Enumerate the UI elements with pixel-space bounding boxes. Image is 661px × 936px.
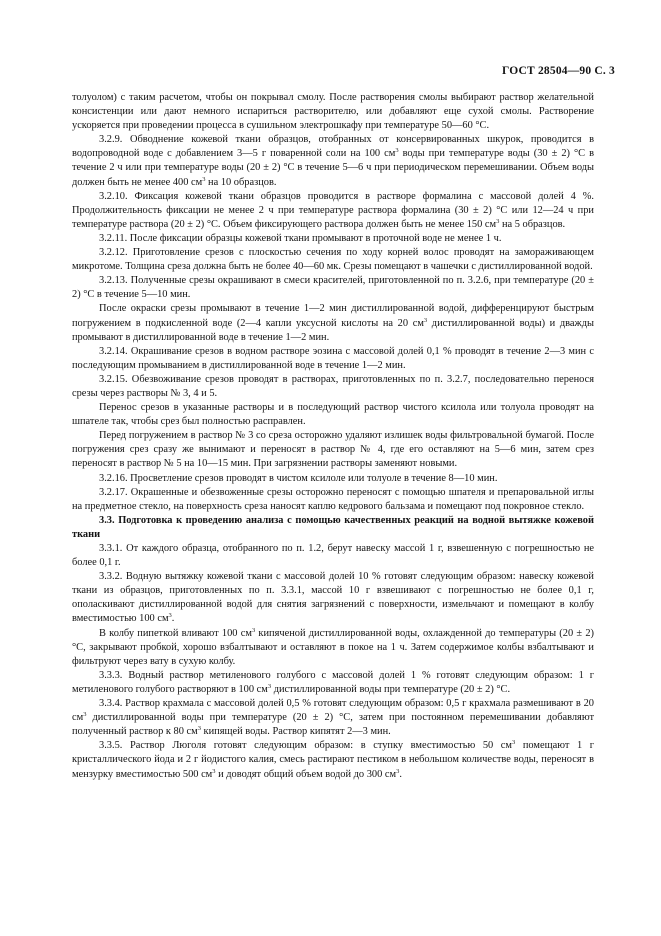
document-body xyxy=(72,91,594,782)
paragraph: После окраски срезы промывают в течение 1—2 мин дистиллированной водой, дифференцируют быстрым погружением в подкисленной воде (2—4 капли уксусной кислоты на 20 $см^3$ дистиллированной воды) и дважды промывают в дистиллированной воде в течение 1—2 мин. xyxy=(72,303,594,343)
paragraph-3-3-5: 3.3.5. Раствор Люголя готовят следующим образом: в ступку вместимостью 50 $см^3$ помещают 1 г кристаллического йода и 2 г йодистого калия, смесь растирают пестиком в небольшом количестве воды, переносят в мензурку вместимостью 500 $см^3$ и доводят общий объем водой до 300 $см^3$. xyxy=(72,739,594,780)
paragraph-3-2-17: 3.2.17. Окрашенные и обезвоженные срезы осторожно переносят с помощью шпателя и препаровальной иглы на предметное стекло, на поверхность среза наносят каплю кедрового бальзама и помещают под покровное стекло. xyxy=(72,486,594,512)
paragraph: толуолом) с таким расчетом, чтобы он покрывал смолу. После растворения смолы выбирают раствор желательной консистенции или дают немного испариться растворителю, или добавляют еще сухой смолы. Растворение ускоряется при проведении процесса в сушильном электрошкафу при температуре 50—60 °С. xyxy=(72,92,594,132)
paragraph-3-3-2: 3.3.2. Водную вытяжку кожевой ткани с массовой долей 10 % готовят следующим образом: навеску кожевой ткани из образцов, приготовленных по п. 3.3.1, массой 10 г взвешивают с погрешностью не более 0,1 г, ополаскивают дистиллированной водой для снятия загрязнений с поверхности, измельчают и помещают в колбу вместимостью 100 $см^3$. xyxy=(72,571,594,625)
paragraph: Перенос срезов в указанные растворы и в последующий раствор чистого ксилола или толуола проводят на шпателе так, чтобы срез был полностью расправлен. xyxy=(72,402,594,428)
paragraph: В колбу пипеткой вливают 100 $см^3$ кипяченой дистиллированной воды, охлажденной до температуры (20 ± 2) °С, закрывают пробкой, хорошо взбалтывают и оставляют в покое на 1 ч. Затем содержимое колбы взбалтывают и фильтруют через вату в сухую колбу. xyxy=(72,626,594,667)
running-header: ГОСТ 28504—90 С. 3 xyxy=(502,65,615,77)
paragraph-3-2-13: 3.2.13. Полученные срезы окрашивают в смеси красителей, приготовленной по п. 3.2.6, при температуре (20 ± 2) °С в течение 5—10 мин. xyxy=(72,275,594,301)
paragraph-3-2-15: 3.2.15. Обезвоживание срезов проводят в растворах, приготовленных по п. 3.2.7, последовательно перенося срезы через растворы № 3, 4 и 5. xyxy=(72,373,594,399)
paragraph-3-2-11: 3.2.11. После фиксации образцы кожевой ткани промывают в проточной воде не менее 1 ч. xyxy=(99,232,502,244)
paragraph-3-3-1: 3.3.1. От каждого образца, отобранного по п. 1.2, берут навеску массой 1 г, взвешенную с погрешностью не более 0,1 г. xyxy=(72,543,594,569)
paragraph-3-2-9: 3.2.9. Обводнение кожевой ткани образцов, отобранных от консервированных шкурок, проводится в водопроводной воде с добавлением 3—5 г поваренной соли на 100 $см^3$ воды при температуре воды (30 ± 2) °С в течение 2 ч или при температуре воды (20 ± 2) °С в течение 5—6 ч при периодическом перемешивании. Объем воды должен быть не менее 400 $см^3$ на 10 образцов. xyxy=(72,134,594,188)
paragraph-3-2-14: 3.2.14. Окрашивание срезов в водном растворе эозина с массовой долей 0,1 % проводят в течение 2—3 мин с последующим промыванием в дистиллированной воде в течение 1—2 мин. xyxy=(72,345,594,371)
paragraph-3-3-4: 3.3.4. Раствор крахмала с массовой долей 0,5 % готовят следующим образом: 0,5 г крахмала размешивают в 20 $см^3$ дистиллированной воды при температуре (20 ± 2) °С, затем при постоянном перемешивании добавляют полученный раствор к 80 $см^3$ кипящей воды. Раствор кипятят 2—3 мин. xyxy=(72,698,594,738)
paragraph-3-2-12: 3.2.12. Приготовление срезов с плоскостью сечения по ходу корней волос проводят на замораживающем микротоме. Толщина среза должна быть не более 40—60 мк. Срезы помещают в чашечки с дистиллированной водой. xyxy=(72,247,594,273)
section-heading-3-3: 3.3. Подготовка к проведению анализа с помощью качественных реакций на водной вытяжке кожевой ткани xyxy=(72,514,594,540)
paragraph-3-2-10: 3.2.10. Фиксация кожевой ткани образцов проводится в растворе формалина с массовой долей 4 %. Продолжительность фиксации не менее 2 ч при температуре раствора формалина (30 ± 2) °С или 12—24 ч при температуре раствора (20 ± 2) °С. Объем фиксирующего раствора должен быть не менее 150 $см^3$ на 5 образцов. xyxy=(72,190,594,230)
paragraph-3-3-3: 3.3.3. Водный раствор метиленового голубого с массовой долей 1 % готовят следующим образом: 1 г метиленового голубого растворяют в 100 $см^3$ дистиллированной воды при температуре (20 ± 2) °С. xyxy=(72,669,594,695)
paragraph: Перед погружением в раствор № 3 со среза осторожно удаляют излишек воды фильтровальной бумагой. После погружения срез сразу же вынимают и переносят в раствор № 4, где его оставляют на 5—6 мин, затем срез переносят в раствор № 5 на 10—15 мин. При загрязнении растворы заменяют новыми. xyxy=(72,430,594,470)
paragraph-3-2-16: 3.2.16. Просветление срезов проводят в чистом ксилоле или толуоле в течение 8—10 мин. xyxy=(99,472,498,484)
